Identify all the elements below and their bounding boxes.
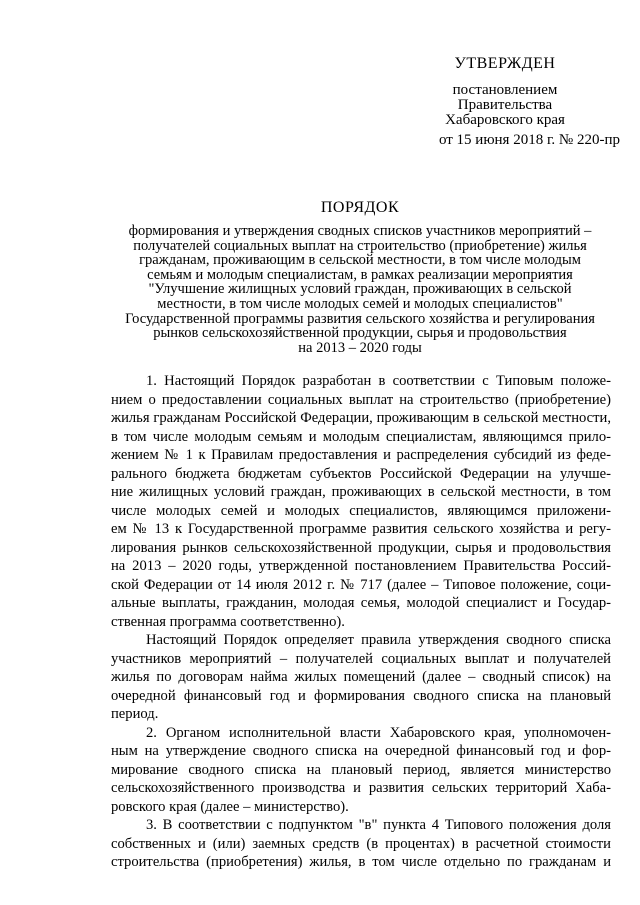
- paragraph-3: [111, 724, 611, 817]
- text-line: альные выплаты, гражданин, молодая семья, молодой специалист и Государ-: [111, 595, 611, 611]
- approval-line: постановлением: [452, 82, 558, 98]
- text-line: участников мероприятий – получателей социальных выплат и получателей: [111, 650, 611, 667]
- text-line: лирования рынков сельскохозяйственной продукции, сырья и продовольствия: [111, 539, 611, 556]
- text-line: строительства (приобретения) жилья, в том числе отдельно по гражданам и: [111, 854, 611, 870]
- text-line: ние жилищных условий граждан, проживающих в сельской местности, в том: [111, 484, 611, 500]
- subtitle-line: рынков сельскохозяйственной продукции, сырья и продовольствия: [153, 325, 567, 342]
- text-line: жилья по договорам найма жилых помещений (далее – сводный список) на: [111, 669, 611, 685]
- text-line: мирование сводного списка на плановый период, является министерство: [111, 761, 611, 778]
- text-line: очередной финансовый год и формирования сводного списка на плановый: [111, 687, 611, 704]
- text-line: нием о предоставлении социальных выплат на строительство (приобретение): [111, 391, 611, 408]
- approval-line: Хабаровского края: [445, 112, 565, 128]
- text-line: на 2013 – 2020 годы, утвержденной постановлением Правительства Россий-: [111, 558, 611, 574]
- subtitle-line: на 2013 – 2020 годы: [298, 339, 422, 356]
- document-subtitle: [90, 224, 630, 355]
- text-line: в том числе молодым семьям и молодым специалистам, являющимся прило-: [111, 428, 611, 445]
- subtitle-line: семьям и молодым специалистам, в рамках реализации мероприятия: [147, 266, 573, 283]
- text-line: 1. Настоящий Порядок разработан в соответствии с Типовым положе-: [146, 373, 611, 389]
- text-line: 2. Органом исполнительной власти Хабаровского края, уполномочен-: [146, 724, 611, 741]
- approval-heading: УТВЕРЖДЕН: [454, 55, 556, 72]
- subtitle-line: получателей социальных выплат на строительство (приобретение) жилья: [133, 237, 587, 254]
- approval-date: от 15 июня 2018 г. № 220-пр: [438, 132, 620, 148]
- paragraph-4: [111, 816, 611, 872]
- text-line: ровского края (далее – министерство).: [111, 798, 349, 815]
- text-line: период.: [111, 706, 159, 722]
- text-line: ственная программа соответственно).: [111, 613, 345, 630]
- subtitle-line: гражданам, проживающим в сельской местности, в том числе молодым: [139, 252, 581, 269]
- text-line: 3. В соответствии с подпунктом "в" пункта 4 Типового положения доля: [146, 817, 611, 833]
- text-line: жилья гражданам Российской Федерации, проживающим в сельской местности,: [111, 410, 611, 426]
- subtitle-line: местности, в том числе молодых семей и молодых специалистов": [157, 295, 563, 312]
- text-line: рального бюджета бюджетам субъектов Российской Федерации на улучше-: [111, 465, 611, 482]
- paragraph-1: [111, 372, 611, 631]
- document-title: ПОРЯДОК: [320, 199, 400, 216]
- approval-line: Правительства: [457, 97, 553, 113]
- text-line: Настоящий Порядок определяет правила утверждения сводного списка: [146, 632, 611, 648]
- subtitle-line: формирования и утверждения сводных списков участников мероприятий –: [128, 223, 592, 239]
- subtitle-line: "Улучшение жилищных условий граждан, проживающих в сельской: [148, 281, 572, 298]
- approval-block: [400, 55, 620, 148]
- text-line: жением № 1 к Правилам предоставления и распределения субсидий из феде-: [111, 447, 611, 463]
- subtitle-line: Государственной программы развития сельского хозяйства и регулирования: [125, 310, 595, 327]
- text-line: ской Федерации от 14 июля 2012 г. № 717 (далее – Типовое положение, соци-: [111, 576, 611, 593]
- text-line: собственных и (или) заемных средств (в процентах) в расчетной стоимости: [111, 835, 611, 852]
- document-body: [111, 372, 611, 872]
- paragraph-2: [111, 631, 611, 724]
- text-line: сельскохозяйственного производства и развития сельских территорий Хаба-: [111, 780, 611, 796]
- text-line: ным на утверждение сводного списка на очередной финансовый год и фор-: [111, 743, 611, 759]
- text-line: ем № 13 к Государственной программе развития сельского хозяйства и регу-: [111, 521, 611, 537]
- text-line: числе молодых семей и молодых специалистов, являющимся приложени-: [111, 502, 611, 519]
